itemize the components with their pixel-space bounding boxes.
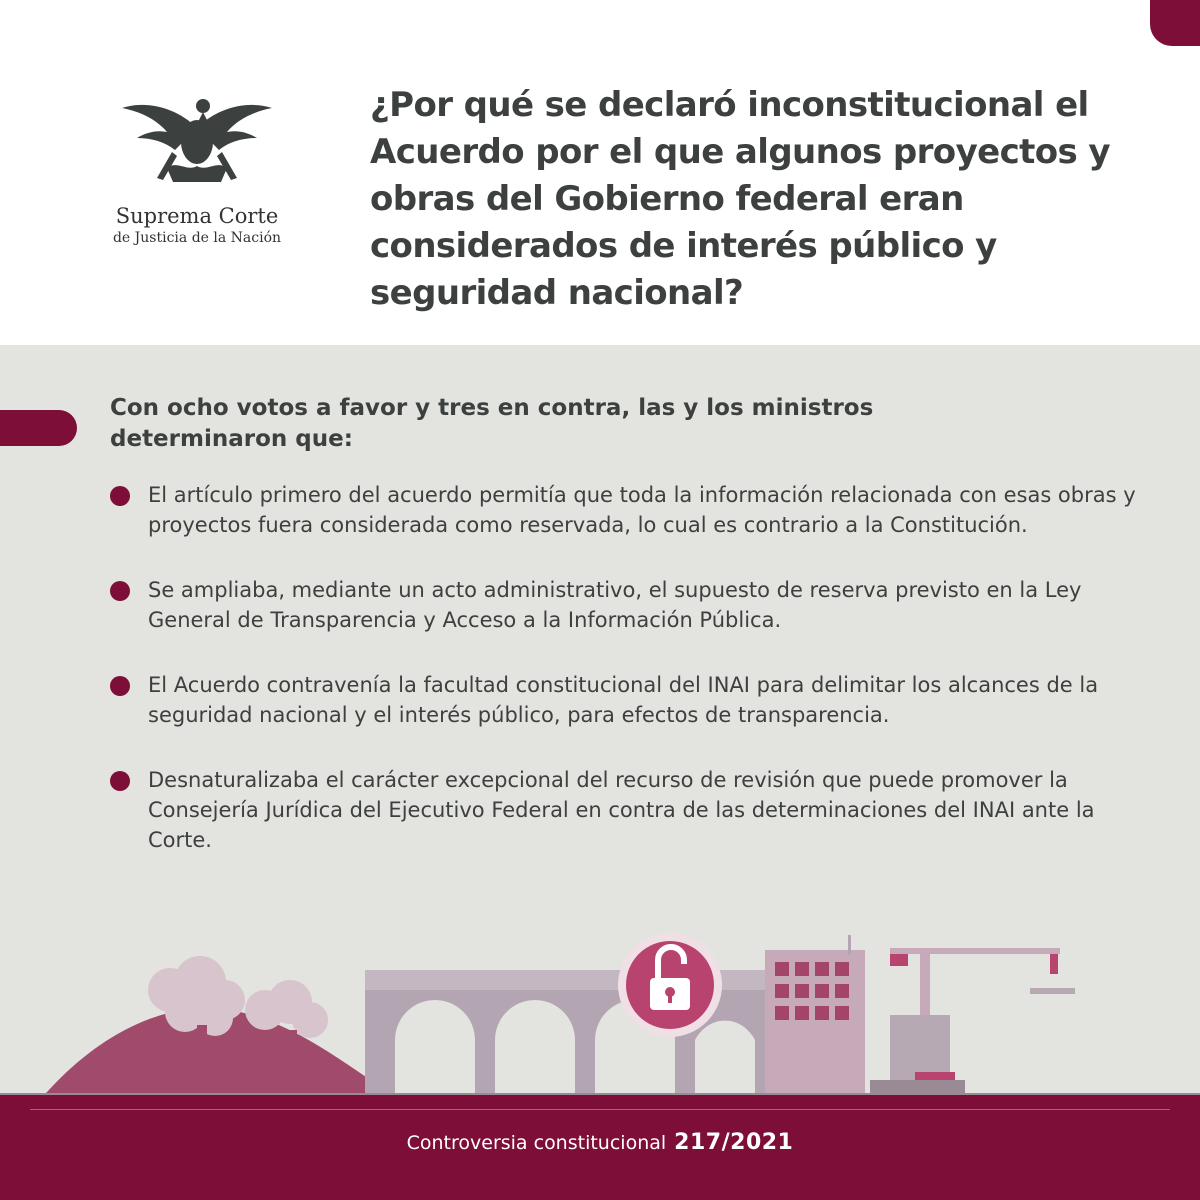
list-item bbox=[110, 575, 1150, 635]
case-reference bbox=[0, 1130, 1200, 1155]
bullet-dot-icon bbox=[110, 486, 130, 506]
lead-text: Con ocho votos a favor y tres en contra, las y los ministros determinaron que: bbox=[110, 395, 874, 452]
logo-name: Suprema Corte bbox=[115, 204, 279, 228]
side-decoration bbox=[0, 410, 77, 446]
determinations-list bbox=[110, 480, 1150, 890]
case-label: Controversia constitucional bbox=[406, 1132, 667, 1154]
page-title: ¿Por qué se declaró inconstitucional el Acuerdo por el que algunos proyectos y obras del Gobierno federal eran considerados de interés público y seguridad nacional? bbox=[370, 85, 1110, 313]
office-building bbox=[765, 935, 865, 1100]
list-item bbox=[110, 670, 1150, 730]
footer-divider bbox=[30, 1109, 1170, 1110]
list-item-text: Desnaturalizaba el carácter excepcional del recurso de revisión que puede promover la Consejería Jurídica del Ejecutivo Federal en contra de las determinaciones del INAI ante la Corte. bbox=[148, 768, 1095, 852]
city-illustration bbox=[0, 930, 1200, 1100]
corner-decoration bbox=[1150, 0, 1200, 46]
list-item bbox=[110, 480, 1150, 540]
list-item bbox=[110, 765, 1150, 855]
list-item-text: Se ampliaba, mediante un acto administrativo, el supuesto de reserva previsto en la Ley General de Transparencia y Acceso a la Información Pública. bbox=[148, 578, 1082, 632]
list-item-text: El Acuerdo contravenía la facultad constitucional del INAI para delimitar los alcances de la seguridad nacional y el interés público, para efectos de transparencia. bbox=[148, 673, 1099, 727]
case-number: 217/2021 bbox=[674, 1130, 794, 1155]
eagle-seal-icon bbox=[117, 90, 277, 190]
scjn-logo bbox=[112, 90, 282, 246]
bullet-dot-icon bbox=[110, 676, 130, 696]
list-item-text: El artículo primero del acuerdo permitía que toda la información relacionada con esas obras y proyectos fuera considerada como reservada, lo cual es contrario a la Constitución. bbox=[148, 483, 1136, 537]
bullet-dot-icon bbox=[110, 581, 130, 601]
header-area bbox=[0, 0, 1200, 345]
logo-subname: de Justicia de la Nación bbox=[112, 230, 282, 246]
unlocked-padlock-icon bbox=[618, 933, 722, 1037]
bullet-dot-icon bbox=[110, 771, 130, 791]
